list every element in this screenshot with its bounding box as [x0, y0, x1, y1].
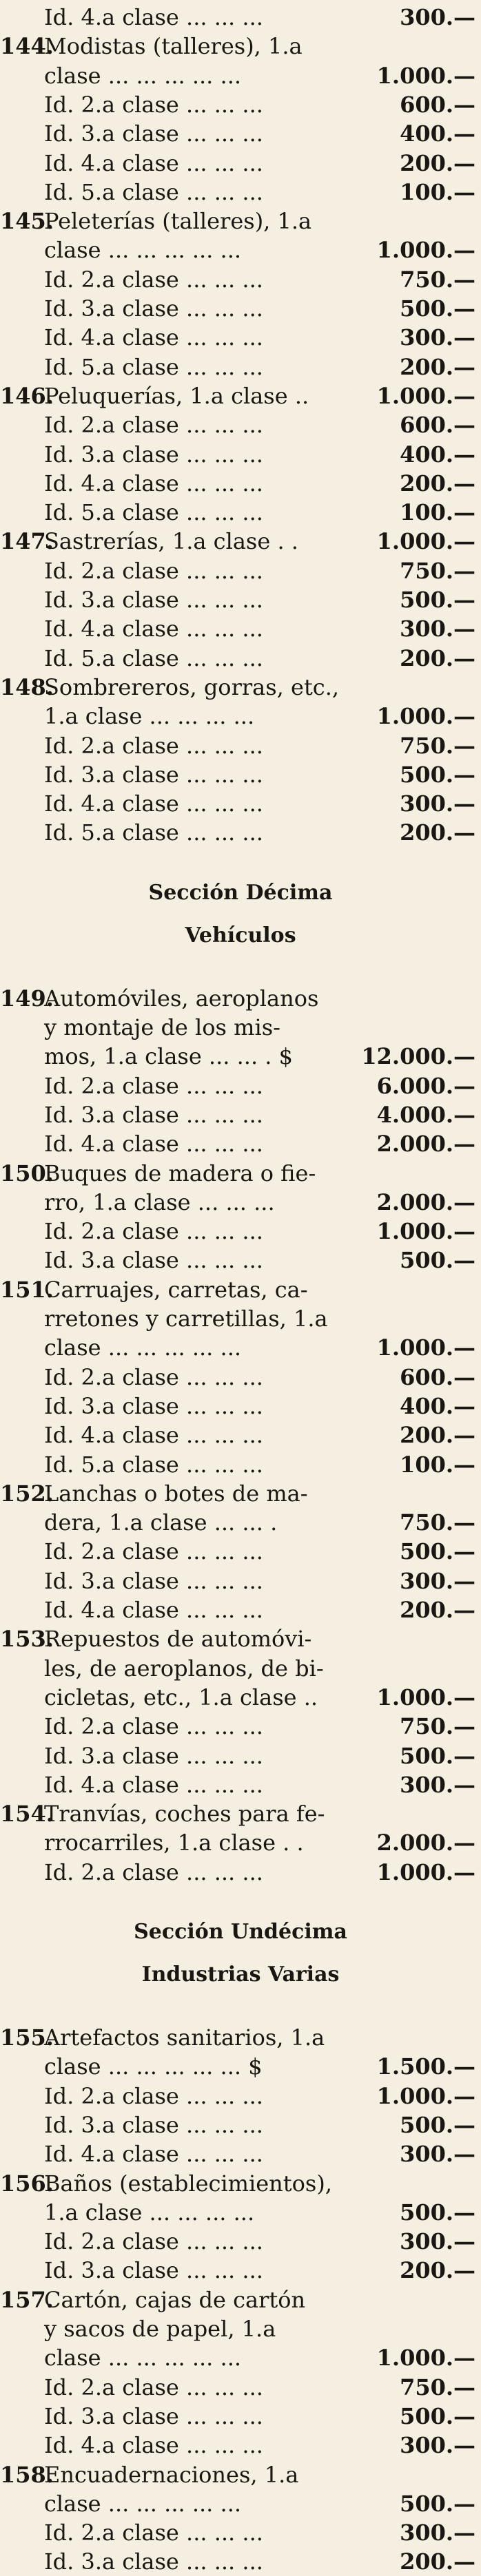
item-number: 149.	[0, 985, 54, 1012]
item-description: mos, 1.a clase ... ... . $	[44, 1043, 293, 1070]
item-description: Id. 2.a clase ... ... ...	[44, 412, 263, 439]
tariff-line	[0, 178, 396, 207]
item-amount: 300.—	[400, 1567, 475, 1594]
item-description: Id. 2.a clase ... ... ...	[44, 1072, 263, 1099]
item-description: Cartón, cajas de cartón	[44, 2286, 306, 2313]
item-amount: 1.000.—	[376, 237, 475, 264]
tariff-line	[0, 1129, 396, 1158]
tariff-line	[0, 323, 396, 352]
tariff-line	[0, 2227, 396, 2256]
item-amount: 200.—	[400, 149, 475, 176]
tariff-line	[0, 2547, 396, 2576]
item-description: Id. 4.a clase ... ... ...	[44, 470, 263, 496]
item-description: Id. 2.a clase ... ... ...	[44, 2228, 263, 2255]
item-description: Id. 4.a clase ... ... ...	[44, 4, 263, 30]
item-amount: 600.—	[400, 412, 475, 439]
item-description: Id. 5.a clase ... ... ...	[44, 645, 263, 671]
item-description: Id. 4.a clase ... ... ...	[44, 1422, 263, 1449]
tariff-line	[0, 2139, 396, 2168]
tariff-line	[0, 2402, 396, 2431]
tariff-line	[0, 760, 396, 789]
item-description: Id. 5.a clase ... ... ...	[44, 819, 263, 846]
tariff-line	[0, 2373, 396, 2402]
item-description: Repuestos de automóvi-	[44, 1626, 312, 1653]
item-description: clase ... ... ... ... ...	[44, 62, 242, 89]
item-description: Id. 2.a clase ... ... ...	[44, 2520, 263, 2546]
item-description: Id. 3.a clase ... ... ...	[44, 121, 263, 147]
tariff-line	[0, 527, 396, 556]
item-amount: 400.—	[400, 121, 475, 147]
item-description: Buques de madera o fie-	[44, 1160, 316, 1186]
item-amount: 1.000.—	[376, 528, 475, 555]
item-description: Id. 4.a clase ... ... ...	[44, 324, 263, 351]
tariff-line	[0, 818, 396, 847]
tariff-line	[0, 1392, 396, 1421]
tariff-line	[0, 1275, 396, 1304]
item-description: Id. 2.a clase ... ... ...	[44, 1713, 263, 1740]
item-description: Id. 4.a clase ... ... ...	[44, 616, 263, 642]
item-amount: 600.—	[400, 1363, 475, 1390]
tariff-line	[0, 61, 396, 90]
tariff-line	[0, 1363, 396, 1392]
item-description: rro, 1.a clase ... ... ...	[44, 1188, 275, 1215]
tariff-line	[0, 1100, 396, 1129]
tariff-line	[0, 440, 396, 469]
item-amount: 2.000.—	[376, 1188, 475, 1215]
item-description: Id. 3.a clase ... ... ...	[44, 1742, 263, 1769]
tariff-line	[0, 1071, 396, 1100]
item-description: Id. 2.a clase ... ... ...	[44, 2374, 263, 2400]
tariff-line	[0, 1333, 396, 1362]
tariff-line	[0, 1595, 396, 1624]
tariff-line	[0, 1159, 396, 1188]
tariff-line	[0, 2256, 396, 2285]
item-number: 147.	[0, 528, 54, 555]
item-amount: 500.—	[400, 761, 475, 788]
item-amount: 1.000.—	[376, 1218, 475, 1245]
item-amount: 750.—	[400, 732, 475, 759]
item-description: les, de aeroplanos, de bi-	[44, 1655, 324, 1682]
tariff-line	[0, 614, 396, 643]
tariff-line	[0, 90, 396, 119]
tariff-line	[0, 789, 396, 818]
item-description: Baños (establecimientos),	[44, 2170, 332, 2197]
item-number: 151.	[0, 1276, 54, 1303]
item-amount: 12.000.—	[361, 1043, 475, 1070]
item-description: Id. 4.a clase ... ... ...	[44, 149, 263, 176]
tariff-line	[0, 702, 396, 731]
item-number: 155.	[0, 2024, 54, 2051]
tariff-line	[0, 294, 396, 323]
tariff-line	[0, 1741, 396, 1770]
item-amount: 500.—	[400, 1538, 475, 1565]
item-description: rrocarriles, 1.a clase . .	[44, 1830, 304, 1856]
item-description: Id. 2.a clase ... ... ...	[44, 91, 263, 118]
item-description: Id. 2.a clase ... ... ...	[44, 1538, 263, 1565]
item-description: Id. 5.a clase ... ... ...	[44, 178, 263, 205]
tariff-line	[0, 1770, 396, 1799]
item-description: Id. 3.a clase ... ... ...	[44, 2111, 263, 2138]
item-amount: 300.—	[400, 324, 475, 351]
item-description: Id. 3.a clase ... ... ...	[44, 2402, 263, 2429]
tariff-line	[0, 2489, 396, 2518]
tariff-line	[0, 2111, 396, 2139]
tariff-line	[0, 1304, 396, 1333]
tariff-line	[0, 2460, 396, 2489]
item-description: Id. 5.a clase ... ... ...	[44, 1451, 263, 1478]
item-amount: 300.—	[400, 4, 475, 30]
item-description: cicletas, etc., 1.a clase ..	[44, 1684, 318, 1710]
item-description: Id. 4.a clase ... ... ...	[44, 1771, 263, 1798]
tariff-line	[0, 498, 396, 527]
item-amount: 200.—	[400, 1422, 475, 1449]
item-amount: 1.000.—	[376, 703, 475, 730]
tariff-line	[0, 2431, 396, 2460]
item-description: Id. 2.a clase ... ... ...	[44, 266, 263, 293]
tariff-line	[0, 1828, 396, 1857]
item-description: Modistas (talleres), 1.a	[44, 33, 303, 60]
item-description: Id. 3.a clase ... ... ...	[44, 1247, 263, 1274]
item-amount: 750.—	[400, 1713, 475, 1740]
item-amount: 2.000.—	[376, 1830, 475, 1856]
item-amount: 300.—	[400, 2432, 475, 2459]
item-description: Id. 3.a clase ... ... ...	[44, 441, 263, 468]
item-description: rretones y carretillas, 1.a	[44, 1306, 328, 1332]
item-description: Id. 3.a clase ... ... ...	[44, 2548, 263, 2575]
item-amount: 500.—	[400, 1247, 475, 1274]
tariff-line	[0, 1421, 396, 1449]
item-description: clase ... ... ... ... ...	[44, 1334, 242, 1361]
item-description: dera, 1.a clase ... ... .	[44, 1509, 278, 1536]
item-amount: 1.000.—	[376, 1684, 475, 1710]
item-description: Id. 2.a clase ... ... ...	[44, 557, 263, 584]
item-amount: 1.000.—	[376, 62, 475, 89]
tariff-line	[0, 1799, 396, 1828]
tariff-line	[0, 149, 396, 178]
item-amount: 200.—	[400, 819, 475, 846]
item-description: Id. 3.a clase ... ... ...	[44, 1567, 263, 1594]
tariff-line	[0, 32, 396, 61]
item-amount: 2.000.—	[376, 1131, 475, 1158]
item-description: Carruajes, carretas, ca-	[44, 1276, 308, 1303]
section-title: Sección Décima	[148, 880, 333, 905]
tariff-line	[0, 1508, 396, 1537]
item-amount: 1.000.—	[376, 1334, 475, 1361]
item-description: Id. 3.a clase ... ... ...	[44, 1392, 263, 1419]
item-description: Peleterías (talleres), 1.a	[44, 208, 312, 235]
tariff-line	[0, 1042, 396, 1071]
tariff-line	[0, 1537, 396, 1566]
item-amount: 500.—	[400, 2402, 475, 2429]
item-number: 148.	[0, 673, 54, 700]
item-amount: 100.—	[400, 499, 475, 526]
item-amount: 300.—	[400, 616, 475, 642]
tariff-line	[0, 2198, 396, 2227]
item-amount: 6.000.—	[376, 1072, 475, 1099]
tariff-line	[0, 265, 396, 294]
item-amount: 1.500.—	[376, 2053, 475, 2080]
item-description: 1.a clase ... ... ... ...	[44, 703, 255, 730]
item-description: Automóviles, aeroplanos	[44, 985, 319, 1012]
tariff-line	[0, 410, 396, 439]
item-amount: 500.—	[400, 2490, 475, 2517]
tariff-line	[0, 2052, 396, 2081]
tariff-line	[0, 119, 396, 148]
item-amount: 750.—	[400, 2374, 475, 2400]
tariff-line	[0, 731, 396, 760]
tariff-line	[0, 1217, 396, 1246]
item-amount: 300.—	[400, 1771, 475, 1798]
item-amount: 500.—	[400, 1742, 475, 1769]
tariff-line	[0, 1450, 396, 1479]
item-description: Encuadernaciones, 1.a	[44, 2461, 299, 2488]
section-subtitle: Industrias Varias	[141, 1962, 340, 1987]
item-amount: 4.000.—	[376, 1101, 475, 1128]
item-description: Sastrerías, 1.a clase . .	[44, 528, 298, 555]
item-description: clase ... ... ... ... ... $	[44, 2053, 263, 2080]
item-amount: 300.—	[400, 2141, 475, 2168]
item-amount: 200.—	[400, 2548, 475, 2575]
item-amount: 750.—	[400, 1509, 475, 1536]
tariff-line	[0, 2169, 396, 2198]
tariff-line	[0, 1188, 396, 1217]
item-description: 1.a clase ... ... ... ...	[44, 2199, 255, 2226]
item-number: 153.	[0, 1626, 54, 1653]
tariff-line	[0, 1712, 396, 1741]
section-subtitle: Vehículos	[185, 923, 296, 947]
item-description: Tranvías, coches para fe-	[44, 1801, 325, 1828]
tariff-line	[0, 469, 396, 498]
item-description: clase ... ... ... ... ...	[44, 237, 242, 264]
item-amount: 500.—	[400, 295, 475, 322]
item-number: 156.	[0, 2170, 54, 2197]
item-description: y sacos de papel, 1.a	[44, 2316, 276, 2342]
tariff-line	[0, 1479, 396, 1508]
item-description: Id. 4.a clase ... ... ...	[44, 2141, 263, 2168]
item-number: 144.	[0, 33, 54, 60]
item-number: 145.	[0, 208, 54, 235]
item-description: Id. 4.a clase ... ... ...	[44, 1597, 263, 1623]
item-description: Id. 5.a clase ... ... ...	[44, 499, 263, 526]
tariff-line	[0, 235, 396, 264]
item-description: Id. 4.a clase ... ... ...	[44, 2432, 263, 2459]
item-amount: 1.000.—	[376, 2082, 475, 2109]
item-description: Sombrereros, gorras, etc.,	[44, 673, 340, 700]
tariff-line	[0, 2285, 396, 2314]
item-description: Id. 4.a clase ... ... ...	[44, 1131, 263, 1158]
item-amount: 600.—	[400, 91, 475, 118]
item-number: 150.	[0, 1160, 54, 1186]
item-description: Id. 2.a clase ... ... ...	[44, 1218, 263, 1245]
item-amount: 300.—	[400, 2520, 475, 2546]
tariff-line	[0, 1013, 396, 1042]
item-amount: 300.—	[400, 790, 475, 817]
tariff-line	[0, 1654, 396, 1683]
item-number: 146.	[0, 382, 54, 409]
tariff-line	[0, 556, 396, 585]
tariff-line	[0, 1858, 396, 1887]
tariff-line	[0, 3, 396, 32]
item-amount: 200.—	[400, 645, 475, 671]
item-amount: 200.—	[400, 470, 475, 496]
item-number: 154.	[0, 1801, 54, 1828]
tariff-line	[0, 1246, 396, 1275]
tariff-line	[0, 381, 396, 410]
tariff-line	[0, 1567, 396, 1595]
item-description: Id. 3.a clase ... ... ...	[44, 587, 263, 613]
item-description: Peluquerías, 1.a clase ..	[44, 382, 309, 409]
item-description: Id. 2.a clase ... ... ...	[44, 2082, 263, 2109]
item-amount: 500.—	[400, 587, 475, 613]
item-amount: 1.000.—	[376, 382, 475, 409]
item-amount: 1.000.—	[376, 1858, 475, 1885]
item-description: Lanchas o botes de ma-	[44, 1480, 308, 1507]
item-description: Id. 2.a clase ... ... ...	[44, 1858, 263, 1885]
tariff-line	[0, 1624, 396, 1653]
item-amount: 500.—	[400, 2111, 475, 2138]
tariff-line	[0, 644, 396, 673]
item-amount: 100.—	[400, 1451, 475, 1478]
item-amount: 750.—	[400, 266, 475, 293]
tariff-line	[0, 353, 396, 381]
item-description: Id. 3.a clase ... ... ...	[44, 1101, 263, 1128]
item-description: clase ... ... ... ... ...	[44, 2345, 242, 2371]
item-amount: 750.—	[400, 557, 475, 584]
item-amount: 500.—	[400, 2199, 475, 2226]
item-description: Id. 3.a clase ... ... ...	[44, 295, 263, 322]
item-description: Artefactos sanitarios, 1.a	[44, 2024, 325, 2051]
item-amount: 200.—	[400, 1597, 475, 1623]
item-amount: 100.—	[400, 178, 475, 205]
item-amount: 200.—	[400, 2257, 475, 2284]
tariff-line	[0, 2343, 396, 2372]
item-amount: 1.000.—	[376, 2345, 475, 2371]
item-amount: 300.—	[400, 2228, 475, 2255]
tariff-line	[0, 207, 396, 235]
section-title: Sección Undécima	[134, 1920, 347, 1944]
item-description: clase ... ... ... ... ...	[44, 2490, 242, 2517]
item-description: Id. 2.a clase ... ... ...	[44, 1363, 263, 1390]
tariff-line	[0, 2314, 396, 2343]
item-amount: 400.—	[400, 441, 475, 468]
item-description: y montaje de los mis-	[44, 1014, 280, 1040]
item-description: Id. 2.a clase ... ... ...	[44, 732, 263, 759]
tariff-line	[0, 2518, 396, 2547]
item-amount: 400.—	[400, 1392, 475, 1419]
tariff-line	[0, 1683, 396, 1712]
item-number: 157.	[0, 2286, 54, 2313]
item-number: 158.	[0, 2461, 54, 2488]
item-description: Id. 5.a clase ... ... ...	[44, 353, 263, 380]
tariff-line	[0, 2082, 396, 2111]
item-description: Id. 3.a clase ... ... ...	[44, 2257, 263, 2284]
tariff-line	[0, 585, 396, 614]
item-amount: 200.—	[400, 353, 475, 380]
item-number: 152.	[0, 1480, 54, 1507]
tariff-line	[0, 984, 396, 1013]
item-description: Id. 4.a clase ... ... ...	[44, 790, 263, 817]
tariff-line	[0, 2023, 396, 2052]
item-description: Id. 3.a clase ... ... ...	[44, 761, 263, 788]
tariff-line	[0, 673, 396, 702]
